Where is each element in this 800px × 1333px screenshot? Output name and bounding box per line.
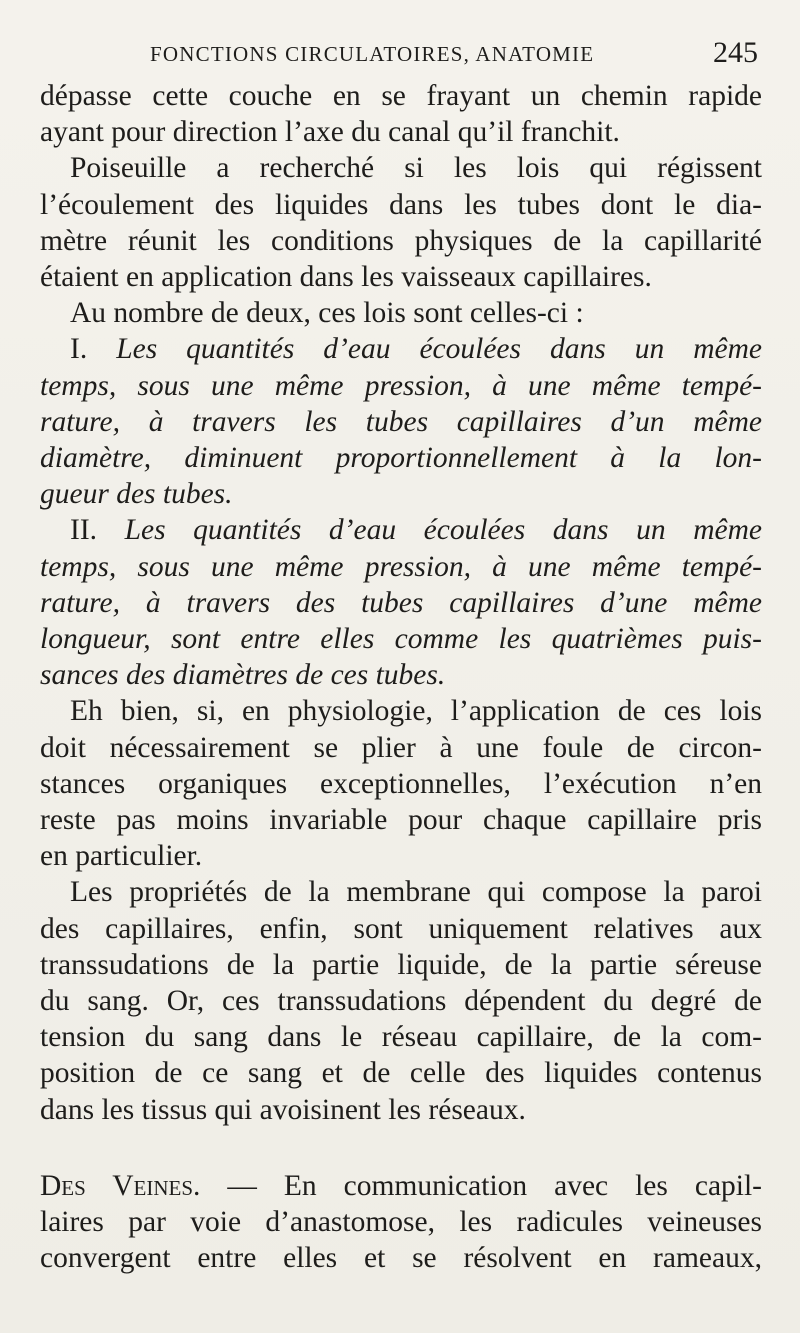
line-text: temps, sous une même pression, à une même tempé-: [40, 369, 762, 402]
line-text: l’écoulement des liquides dans les tubes dont le dia-: [40, 188, 762, 221]
text-line: [40, 404, 762, 440]
line-text: dépasse cette couche en se frayant un chemin rapide: [40, 80, 762, 112]
page-number: 245: [713, 36, 758, 69]
line-text: Poiseuille a recherché si les lois qui régissent: [70, 152, 762, 185]
text-line: [40, 187, 762, 223]
line-text: du sang. Or, ces transsudations dépendent du degré de: [40, 985, 762, 1018]
line-text: en particulier.: [40, 840, 203, 873]
text-line: [40, 1204, 762, 1240]
line-text: Les quantités d’eau écoulées dans un même: [124, 514, 762, 547]
line-text: longueur, sont entre elles comme les quatrièmes puis-: [40, 623, 762, 656]
line-text: stances organiques exceptionnelles, l’exécution n’en: [40, 767, 762, 800]
line-text: laires par voie d’anastomose, les radicules veineuses: [40, 1206, 762, 1239]
section-gap: [40, 1128, 762, 1168]
text-line: [40, 911, 762, 947]
text-line: [40, 838, 762, 874]
law-number: I.: [70, 333, 117, 366]
line-text: position de ce sang et de celle des liquides contenus: [40, 1057, 762, 1090]
line-text: dans les tissus qui avoisinent les réseaux.: [40, 1093, 526, 1126]
text-line: [40, 476, 762, 512]
line-text: ayant pour direction l’axe du canal qu’il franchit.: [40, 116, 620, 149]
line-text: diamètre, diminuent proportionnellement à la lon-: [40, 442, 762, 475]
line-text: Au nombre de deux, ces lois sont celles-ci :: [70, 297, 584, 330]
line-text: Eh bien, si, en physiologie, l’application de ces lois: [70, 695, 762, 728]
line-text: des capillaires, enfin, sont uniquement relatives aux: [40, 912, 762, 945]
text-line: [40, 512, 762, 548]
line-text: rature, à travers les tubes capillaires d’un même: [40, 405, 762, 438]
text-line: [40, 983, 762, 1019]
text-line: [40, 114, 762, 150]
text-line: [40, 621, 762, 657]
text-line: [40, 802, 762, 838]
text-line: [40, 1168, 762, 1204]
text-line: [40, 1055, 762, 1091]
text-line: [40, 331, 762, 367]
running-head: FONCTIONS CIRCULATOIRES, ANATOMIE: [150, 42, 595, 66]
text-line: [40, 585, 762, 621]
text-line: [40, 730, 762, 766]
text-line: [40, 874, 762, 910]
line-text: gueur des tubes.: [40, 478, 233, 511]
line-text: étaient en application dans les vaisseaux capillaires.: [40, 261, 652, 294]
text-line: [40, 766, 762, 802]
text-line: [40, 657, 762, 693]
line-text: rature, à travers des tubes capillaires d’une même: [40, 586, 762, 619]
line-text: — En communication avec les capil-: [200, 1169, 763, 1202]
text-line: [40, 1019, 762, 1055]
text-line: [40, 295, 762, 331]
law-number: II.: [70, 514, 125, 547]
line-text: convergent entre elles et se résolvent en rameaux,: [40, 1242, 762, 1275]
text-line: [40, 223, 762, 259]
text-line: [40, 549, 762, 585]
text-line: [40, 440, 762, 476]
page-header: [0, 36, 800, 70]
section-heading: Des Veines.: [40, 1169, 201, 1202]
line-text: Les quantités d’eau écoulées dans un même: [116, 333, 762, 366]
text-line: [40, 947, 762, 983]
text-line: [40, 150, 762, 186]
line-text: doit nécessairement se plier à une foule de circon-: [40, 731, 762, 764]
text-line: [40, 693, 762, 729]
line-text: transsudations de la partie liquide, de la partie séreuse: [40, 948, 762, 981]
line-text: mètre réunit les conditions physiques de la capillarité: [40, 224, 762, 257]
body-text: [40, 78, 762, 1277]
text-line: [40, 78, 762, 114]
line-text: Les propriétés de la membrane qui compose la paroi: [70, 876, 762, 909]
line-text: reste pas moins invariable pour chaque capillaire pris: [40, 804, 762, 837]
line-text: sances des diamètres de ces tubes.: [40, 659, 446, 692]
text-line: [40, 368, 762, 404]
text-line: [40, 1092, 762, 1128]
text-line: [40, 259, 762, 295]
line-text: tension du sang dans le réseau capillaire, de la com-: [40, 1021, 762, 1054]
text-line: [40, 1240, 762, 1276]
line-text: temps, sous une même pression, à une même tempé-: [40, 550, 762, 583]
